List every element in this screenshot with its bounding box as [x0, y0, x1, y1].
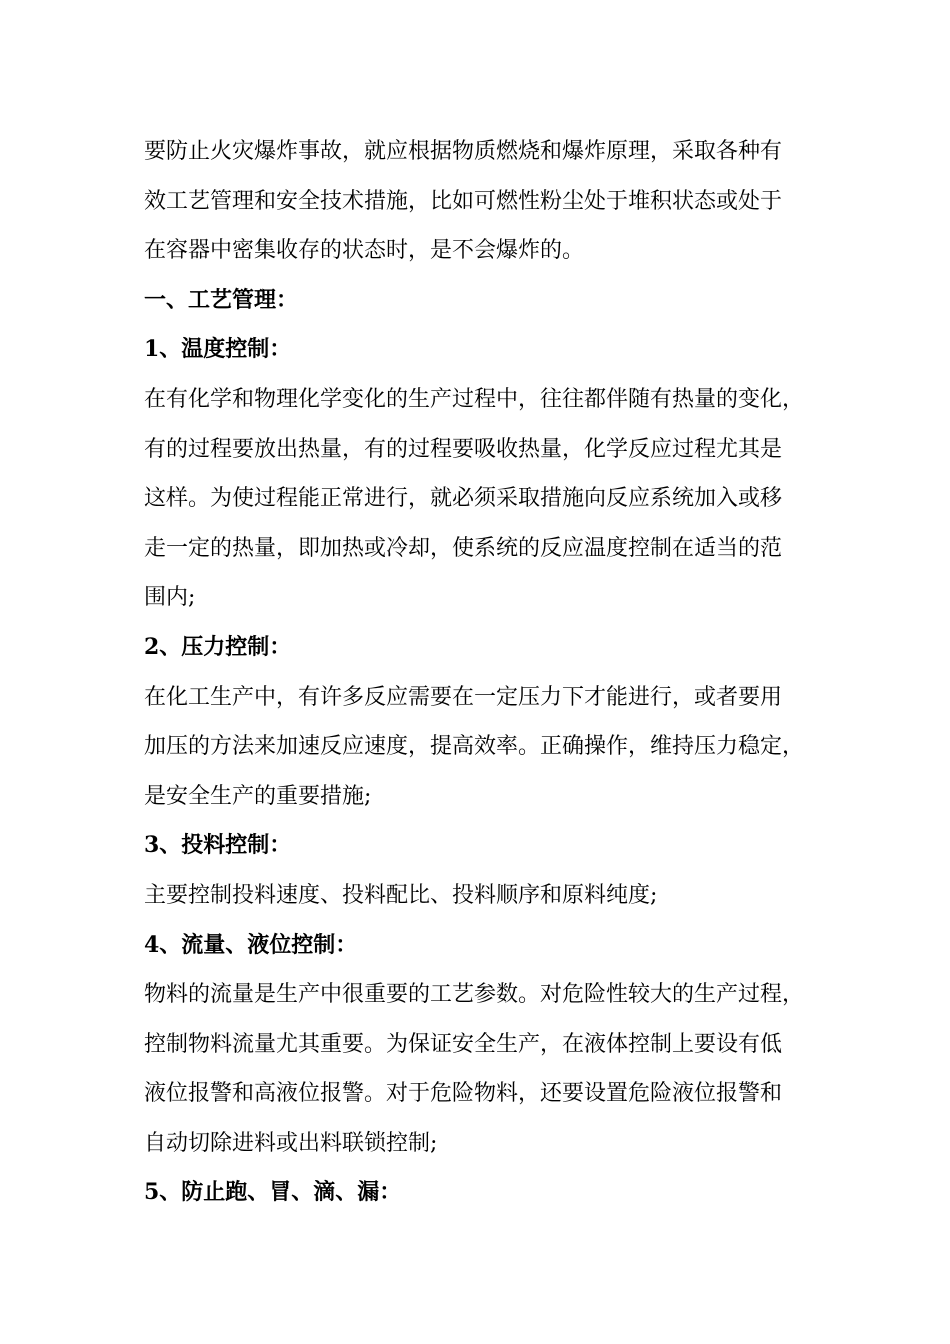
intro-paragraph	[144, 127, 809, 276]
subsection-heading: 4、流量、液位控制：	[144, 931, 358, 958]
subsection-heading: 3、投料控制：	[144, 832, 292, 859]
paragraph-line: 加压的方法来加速反应速度，提高效率。正确操作，维持压力稳定，	[144, 734, 805, 760]
subsection-feeding	[144, 821, 809, 920]
paragraph-line: 在有化学和物理化学变化的生产过程中，往往都伴随有热量的变化，	[144, 386, 805, 412]
paragraph-line: 在化工生产中，有许多反应需要在一定压力下才能进行，或者要用	[144, 684, 783, 710]
paragraph-line: 液位报警和高液位报警。对于危险物料，还要设置危险液位报警和	[144, 1081, 783, 1107]
paragraph-line: 效工艺管理和安全技术措施，比如可燃性粉尘处于堆积状态或处于	[144, 188, 783, 214]
paragraph-line: 控制物料流量尤其重要。为保证安全生产，在液体控制上要设有低	[144, 1031, 783, 1057]
section-heading: 一、工艺管理：	[144, 286, 299, 313]
paragraph-line: 自动切除进料或出料联锁控制;	[144, 1130, 438, 1156]
paragraph-line: 有的过程要放出热量，有的过程要吸收热量，化学反应过程尤其是	[144, 436, 783, 462]
paragraph-line: 主要控制投料速度、投料配比、投料顺序和原料纯度;	[144, 882, 658, 908]
paragraph-line: 是安全生产的重要措施;	[144, 783, 372, 809]
paragraph-line: 围内;	[144, 585, 196, 611]
paragraph-line: 物料的流量是生产中很重要的工艺参数。对危险性较大的生产过程，	[144, 982, 805, 1008]
subsection-leak-prevention	[144, 1168, 809, 1218]
document-body	[144, 127, 809, 1218]
subsection-flow-level	[144, 921, 809, 1169]
subsection-heading: 2、压力控制：	[144, 633, 292, 660]
subsection-temperature	[144, 325, 809, 623]
paragraph-line: 走一定的热量，即加热或冷却，使系统的反应温度控制在适当的范	[144, 535, 783, 561]
paragraph-line: 在容器中密集收存的状态时，是不会爆炸的。	[144, 238, 585, 264]
subsection-heading: 5、防止跑、冒、滴、漏：	[144, 1179, 402, 1206]
subsection-heading: 1、温度控制：	[144, 336, 292, 363]
paragraph-line: 这样。为使过程能正常进行，就必须采取措施向反应系统加入或移	[144, 486, 783, 512]
paragraph-line: 要防止火灾爆炸事故，就应根据物质燃烧和爆炸原理，采取各种有	[144, 139, 783, 164]
subsection-pressure	[144, 623, 809, 821]
